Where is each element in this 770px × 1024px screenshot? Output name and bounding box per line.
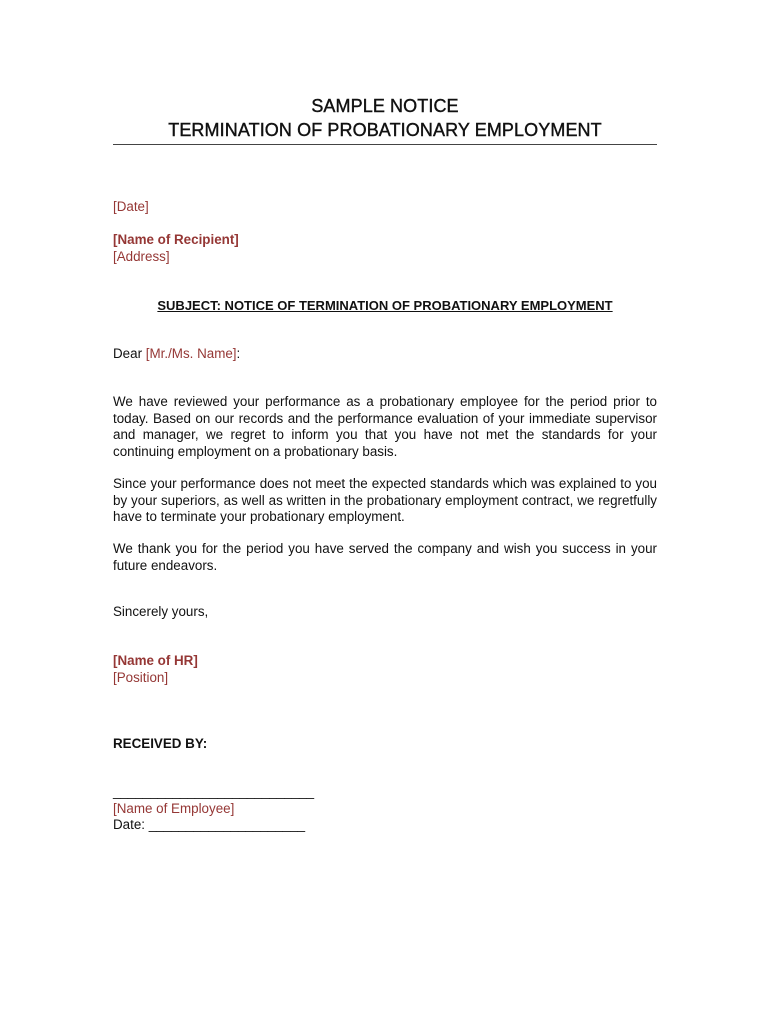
employee-date-row: [113, 817, 657, 834]
recipient-name: [Name of Recipient]: [113, 232, 239, 247]
signer-position: [Position]: [113, 669, 169, 685]
closing: Sincerely yours,: [113, 604, 209, 619]
subject-line: SUBJECT: NOTICE OF TERMINATION OF PROBATIONARY EMPLOYMENT: [157, 298, 613, 313]
employee-date-line: _____________________: [148, 817, 306, 832]
body-paragraph-3: We thank you for the period you have served the company and wish you success in your future endeavors.: [113, 541, 657, 573]
employee-date-label: Date:: [113, 817, 149, 832]
document-header: [113, 94, 657, 145]
salutation-name: [Mr./Ms. Name]: [145, 346, 237, 361]
recipient-block: [113, 232, 657, 265]
recipient-address: [Address]: [113, 248, 170, 264]
signer-block: [113, 653, 657, 686]
header-title-line2: TERMINATION OF PROBATIONARY EMPLOYMENT: [168, 120, 602, 140]
date-placeholder: [Date]: [113, 199, 149, 214]
salutation-prefix: Dear: [113, 346, 146, 361]
employee-acknowledgement: [113, 784, 657, 834]
body-paragraph-1: We have reviewed your performance as a probationary employee for the period prior to today. Based on our records and the performance evaluation of your immediate supervisor and manager, we regret to inform you that you have not met the standards for your continuing employment on a probationary basis.: [113, 394, 657, 459]
signer-name: [Name of HR]: [113, 653, 198, 668]
header-title-line1: SAMPLE NOTICE: [311, 96, 459, 116]
salutation-suffix: :: [236, 346, 241, 361]
body-paragraph-2: Since your performance does not meet the expected standards which was explained to you by your superiors, as well as written in the probationary employment contract, we regretfully have to terminate your probationary employment.: [113, 476, 657, 524]
employee-name: [Name of Employee]: [113, 800, 235, 816]
received-by-label: RECEIVED BY:: [113, 736, 208, 751]
employee-signature-line: ___________________________: [113, 784, 315, 799]
salutation: [113, 346, 657, 363]
